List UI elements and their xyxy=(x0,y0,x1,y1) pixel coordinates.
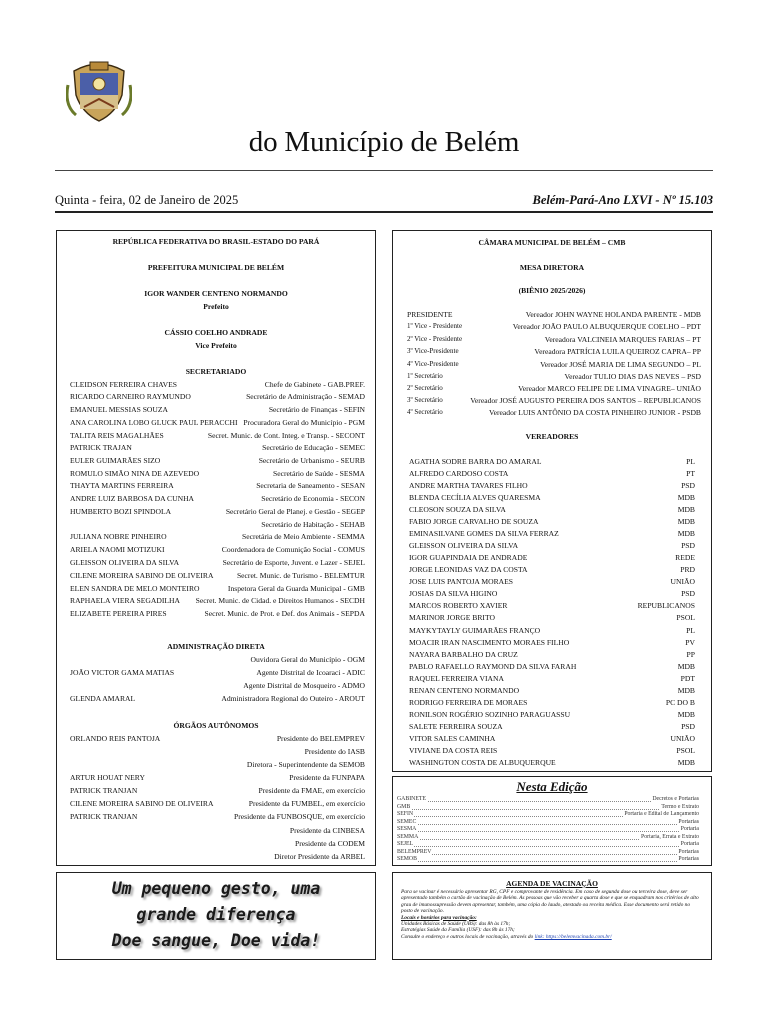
mesa-row xyxy=(407,335,701,346)
vereador-name: VITOR SALES CAMINHA xyxy=(409,734,496,743)
vereador-row xyxy=(409,493,695,505)
vereador-name: BLENDA CECÍLIA ALVES QUARESMA xyxy=(409,493,541,502)
autonomos-row xyxy=(70,747,365,758)
vereador-row xyxy=(409,710,695,722)
vereador-party: PSOL xyxy=(676,613,695,622)
adm-direta-row xyxy=(70,681,365,692)
vereador-name: AGATHA SODRE BARRA DO AMARAL xyxy=(409,457,542,466)
vereador-party: PL xyxy=(686,457,695,466)
vereador-row xyxy=(409,481,695,493)
person-role: Presidente da CINBESA xyxy=(289,826,365,835)
vereador-party: MDB xyxy=(677,686,695,695)
index-content: Portarias xyxy=(678,848,699,855)
mesa-role: PRESIDENTE xyxy=(407,310,453,319)
vereador-name: MARCOS ROBERTO XAVIER xyxy=(409,601,508,610)
leader-dots xyxy=(397,854,699,855)
vaccination-consult-text: Consulte o endereço e outros locais de vacinação, através do xyxy=(401,933,534,940)
secretariado-row xyxy=(70,532,365,543)
index-content: Portaria xyxy=(680,841,699,847)
vereador-name: JORGE LEONIDAS VAZ DA COSTA xyxy=(409,565,528,574)
mesa-row xyxy=(407,347,701,358)
vereador-row xyxy=(409,698,695,710)
person-role: Secretário de Administração - SEMAD xyxy=(246,392,365,401)
nesta-edicao-panel xyxy=(392,776,712,866)
prefeitura-heading: PREFEITURA MUNICIPAL DE BELÉM xyxy=(147,263,285,272)
mesa-member: Vereador JOSÉ MARIA DE LIMA SEGUNDO – PL xyxy=(540,360,701,369)
mesa-row xyxy=(407,408,701,419)
vereador-name: IGOR GUAPINDAIA DE ANDRADE xyxy=(409,553,528,562)
mesa-row xyxy=(407,396,701,407)
vereadores-heading: VEREADORES xyxy=(525,432,579,441)
person-name: THAYTA MARTINS FERREIRA xyxy=(70,481,174,490)
vereador-party: MDB xyxy=(677,758,695,767)
camara-panel xyxy=(392,230,712,772)
person-role: Ouvidora Geral do Município - OGM xyxy=(250,655,365,664)
leader-dots xyxy=(397,831,699,832)
mesa-role: 4º Secretário xyxy=(407,408,443,416)
vice-name: CÁSSIO COELHO ANDRADE xyxy=(164,328,268,337)
vaccination-usf-hours: Estratégias Saúde da Família (USF): das 8h às 17h; xyxy=(401,927,515,934)
mesa-member: Vereador TULIO DIAS DAS NEVES – PSD xyxy=(564,372,701,381)
person-role: Secretário de Finanças - SEFIN xyxy=(268,405,365,414)
index-content: Portaria xyxy=(680,826,699,832)
vereador-party: PSD xyxy=(681,589,695,598)
vereador-party: PP xyxy=(686,650,695,659)
secretariado-heading: SECRETARIADO xyxy=(185,367,247,376)
secretariado-row xyxy=(70,609,365,620)
vereador-party: MDB xyxy=(677,517,695,526)
person-role: Diretor Presidente da ARBEL xyxy=(274,852,365,861)
vereador-party: PSD xyxy=(681,541,695,550)
person-name: ANA CAROLINA LOBO GLUCK PAUL PERACCHI xyxy=(70,418,238,427)
person-role: Inspetora Geral da Guarda Municipal - GMB xyxy=(227,584,365,593)
vereador-name: RAQUEL FERREIRA VIANA xyxy=(409,674,504,683)
person-role: Secretário de Economia - SECON xyxy=(261,494,365,503)
secretariado-row xyxy=(70,571,365,582)
secretariado-row xyxy=(70,520,365,531)
person-name: ROMULO SIMÃO NINA DE AZEVEDO xyxy=(70,469,200,478)
mesa-row xyxy=(407,372,701,383)
vice-role: Vice Prefeito xyxy=(195,341,237,350)
secretariado-row xyxy=(70,418,365,429)
person-name: GLEISSON OLIVEIRA DA SILVA xyxy=(70,558,180,567)
secretariado-row xyxy=(70,507,365,518)
vereador-name: MARINOR JORGE BRITO xyxy=(409,613,495,622)
mayor-role: Prefeito xyxy=(203,302,229,311)
person-role: Secretaria de Saneamento - SESAN xyxy=(256,481,365,490)
vaccination-text xyxy=(401,889,703,940)
mesa-role: 4º Vice-Presidente xyxy=(407,360,459,368)
person-role: Presidente da FUMBEL, em exercício xyxy=(248,799,365,808)
mesa-member: Vereador JOHN WAYNE HOLANDA PARENTE - MDB xyxy=(525,310,701,319)
index-content: Portarias xyxy=(678,856,699,862)
vereador-party: UNIÃO xyxy=(670,734,695,743)
vereador-party: MDB xyxy=(677,710,695,719)
vereador-row xyxy=(409,686,695,698)
adm-direta-row xyxy=(70,694,365,705)
vereador-name: GLEISSON OLIVEIRA DA SILVA xyxy=(409,541,519,550)
person-name: TALITA REIS MAGALHÃES xyxy=(70,431,164,440)
adm-direta-heading: ADMINISTRAÇÃO DIRETA xyxy=(167,642,265,651)
vereador-party: PL xyxy=(686,626,695,635)
nesta-edicao-title: Nesta Edição xyxy=(516,779,588,794)
vereador-name: RENAN CENTENO NORMANDO xyxy=(409,686,520,695)
vereador-row xyxy=(409,650,695,662)
vereador-party: MDB xyxy=(677,529,695,538)
vaccination-link[interactable]: link: https://belemvacinada.com.br/ xyxy=(534,933,612,940)
person-role: Secret. Munic. de Prot. e Def. dos Animais - SEPDA xyxy=(204,609,365,618)
mesa-row xyxy=(407,360,701,371)
index-org: BELÉMPREV xyxy=(397,848,432,855)
vereador-name: CLEOSON SOUZA DA SILVA xyxy=(409,505,506,514)
person-role: Agente Distrital de Mosqueiro - ADMO xyxy=(243,681,365,690)
person-name: CILENE MOREIRA SABINO DE OLIVEIRA xyxy=(70,571,214,580)
mesa-role: 2º Vice - Presidente xyxy=(407,335,463,343)
index-org: SEJEL xyxy=(397,841,414,847)
index-content: Portaria, Errata e Extrato xyxy=(641,833,699,840)
bienio-heading: (BIÊNIO 2025/2026) xyxy=(518,286,586,295)
autonomos-row xyxy=(70,799,365,810)
publication-title: do Município de Belém xyxy=(248,126,520,158)
person-name: ARIELA NAOMI MOTIZUKI xyxy=(70,545,165,554)
vereador-name: VIVIANE DA COSTA REIS xyxy=(409,746,498,755)
vereador-party: PSD xyxy=(681,722,695,731)
leader-dots xyxy=(397,809,699,810)
vereador-name: PABLO RAFAELLO RAYMOND DA SILVA FARAH xyxy=(409,662,577,671)
mesa-heading: MESA DIRETORA xyxy=(519,263,585,272)
vereador-party: REDE xyxy=(675,553,695,562)
banner-line-3: Doe sangue, Doe vida! xyxy=(111,931,321,950)
secretariado-row xyxy=(70,456,365,467)
vereador-party: PC DO B xyxy=(665,698,695,707)
date-divider xyxy=(55,211,713,213)
person-name: EULER GUIMARÃES SIZO xyxy=(70,456,161,465)
index-content: Portarias xyxy=(678,818,699,825)
index-org: SEMOB xyxy=(397,856,417,862)
person-role: Secretário de Esporte, Juvent. e Lazer - SEJEL xyxy=(222,558,365,567)
person-name: PATRICK TRANJAN xyxy=(70,812,138,821)
vereador-name: ANDRE MARTHA TAVARES FILHO xyxy=(409,481,528,490)
index-org: SEMMA xyxy=(397,833,419,840)
vereador-party: PV xyxy=(685,638,695,647)
person-name: GLENDA AMARAL xyxy=(70,694,136,703)
person-role: Secretário de Habitação - SEHAB xyxy=(261,520,365,529)
leader-dots xyxy=(397,824,699,825)
index-org: GMB xyxy=(397,803,411,810)
person-role: Secret. Munic. de Cont. Integ. e Transp. - SECONT xyxy=(207,431,365,440)
person-role: Presidente do IASB xyxy=(304,747,365,756)
secretariado-row xyxy=(70,392,365,403)
vereador-row xyxy=(409,601,695,613)
mesa-row xyxy=(407,322,701,333)
autonomos-row xyxy=(70,826,365,837)
secretariado-row xyxy=(70,494,365,505)
mesa-member: Vereadora PATRÍCIA LUILA QUEIROZ CAPRA– PP xyxy=(534,347,701,356)
person-role: Secretário de Saúde - SESMA xyxy=(273,469,365,478)
vereador-name: FABIO JORGE CARVALHO DE SOUZA xyxy=(409,517,539,526)
vereador-name: RODRIGO FERREIRA DE MORAES xyxy=(409,698,528,707)
vereador-name: MOACIR IRAN NASCIMENTO MORAES FILHO xyxy=(409,638,570,647)
person-role: Procuradora Geral do Município - PGM xyxy=(243,418,365,427)
vereador-name: RONILSON ROGÉRIO SOZINHO PARAGUASSU xyxy=(409,710,571,719)
publication-date: Quinta - feira, 02 de Janeiro de 2025 xyxy=(55,193,239,207)
secretariado-row xyxy=(70,469,365,480)
vereador-row xyxy=(409,553,695,565)
person-name: ANDRE LUIZ BARBOSA DA CUNHA xyxy=(70,494,195,503)
secretariado-row xyxy=(70,405,365,416)
person-role: Presidente da CODEM xyxy=(294,839,365,848)
mesa-row xyxy=(407,310,701,321)
index-org: SESMA xyxy=(397,826,417,832)
person-role: Diretora - Superintendente da SEMOB xyxy=(246,760,365,769)
autonomos-row xyxy=(70,773,365,784)
vereador-party: UNIÃO xyxy=(670,577,695,586)
person-role: Secret. Munic. de Turismo - BELEMTUR xyxy=(236,571,365,580)
blood-donation-banner xyxy=(56,872,376,960)
person-name: PATRICK TRANJAN xyxy=(70,786,138,795)
vereador-row xyxy=(409,517,695,529)
secretariado-row xyxy=(70,481,365,492)
vereador-row xyxy=(409,722,695,734)
mayor-name: IGOR WANDER CENTENO NORMANDO xyxy=(144,289,288,298)
person-role: Secretário de Educação - SEMEC xyxy=(262,443,365,452)
vereador-name: JOSE LUIS PANTOJA MORAES xyxy=(409,577,514,586)
vereador-name: EMINASILVANE GOMES DA SILVA FERRAZ xyxy=(409,529,559,538)
vereador-name: NAYARA BARBALHO DA CRUZ xyxy=(409,650,518,659)
vereador-party: MDB xyxy=(677,505,695,514)
vaccination-title: AGENDA DE VACINAÇÃO xyxy=(506,879,598,888)
vereador-row xyxy=(409,638,695,650)
vereador-row xyxy=(409,505,695,517)
adm-direta-row xyxy=(70,668,365,679)
mesa-member: Vereador JOSÉ AUGUSTO PEREIRA DOS SANTOS – REPUBLICANOS xyxy=(470,396,701,405)
person-role: Presidente da FUNBOSQUE, em exercício xyxy=(234,812,365,821)
person-role: Presidente da FMAE, em exercício xyxy=(258,786,365,795)
vereador-row xyxy=(409,529,695,541)
index-content: Termo e Extrato xyxy=(661,803,699,810)
banner-line-1: Um pequeno gesto, uma xyxy=(111,879,321,898)
person-name: ARTUR HOUAT NERY xyxy=(70,773,145,782)
mesa-role: 3º Secretário xyxy=(407,396,443,404)
republic-heading: REPÚBLICA FEDERATIVA DO BRASIL-ESTADO DO PARÁ xyxy=(112,237,320,246)
vereador-row xyxy=(409,457,695,469)
person-role: Secret. Munic. de Cidad. e Direitos Humanos - SECDH xyxy=(195,596,365,605)
vaccination-locations-label: Locais e horários para vacinação: xyxy=(401,914,477,921)
vereador-row xyxy=(409,613,695,625)
secretariado-row xyxy=(70,431,365,442)
mesa-role: 2º Secretário xyxy=(407,384,443,392)
vereador-name: SALETE FERREIRA SOUZA xyxy=(409,722,503,731)
autonomos-row xyxy=(70,760,365,771)
mesa-member: Vereador JOÃO PAULO ALBUQUERQUE COELHO – PDT xyxy=(512,322,701,331)
vaccination-ubs-hours: Unidades Básicas de Saúde (UBS): das 8h às 17h; xyxy=(401,921,511,928)
person-name: JOÃO VICTOR GAMA MATIAS xyxy=(70,668,175,677)
secretariado-row xyxy=(70,596,365,607)
vereador-party: MDB xyxy=(677,493,695,502)
vereador-party: PRD xyxy=(680,565,695,574)
mesa-member: Vereador MARCO FELIPE DE LIMA VINAGRE– UNIÃO xyxy=(518,384,701,393)
vereador-row xyxy=(409,758,695,770)
person-name: CILENE MOREIRA SABINO DE OLIVEIRA xyxy=(70,799,214,808)
vereador-party: MDB xyxy=(677,662,695,671)
index-content: Decretos e Portarias xyxy=(652,796,699,802)
mesa-member: Vereadora VALCINEIA MARQUES FARIAS – PT xyxy=(544,335,701,344)
person-name: ELEN SANDRA DE MELO MONTEIRO xyxy=(70,584,200,593)
index-org: SEFIN xyxy=(397,811,414,817)
vereador-party: PSOL xyxy=(676,746,695,755)
person-role: Secretário Geral de Planej. e Gestão - SEGEP xyxy=(225,507,365,516)
autonomos-row xyxy=(70,786,365,797)
person-role: Administradora Regional do Outeiro - AROUT xyxy=(221,694,365,703)
person-name: RICARDO CARNEIRO RAYMUNDO xyxy=(70,392,191,401)
secretariado-row xyxy=(70,558,365,569)
mesa-role: 1º Secretário xyxy=(407,372,443,380)
vaccination-body: Para se vacinar é necessário apresentar RG, CPF e comprovante de residência. Em caso de segunda dose ou terceira dose, deve ser apresentado também o cartão de vacinação de Belém. As pessoas que vão receber a quarta dose e que se enquadram nos critérios de alto grau de imunossupressão devem apresentar, também, uma cópia do laudo, atestado ou receita médica. Esse documento será retido no posto de vacinação. xyxy=(401,889,699,915)
person-name: CLEIDSON FERREIRA CHAVES xyxy=(70,380,178,389)
person-role: Presidente do BELEMPREV xyxy=(276,734,365,743)
person-role: Secretário de Urbanismo - SEURB xyxy=(258,456,365,465)
autonomos-row xyxy=(70,812,365,823)
vaccination-agenda-panel xyxy=(392,872,712,960)
vereador-row xyxy=(409,746,695,758)
autonomos-row xyxy=(70,852,365,863)
vereador-name: WASHINGTON COSTA DE ALBUQUERQUE xyxy=(409,758,556,767)
vereador-party: PT xyxy=(686,469,695,478)
vereador-row xyxy=(409,734,695,746)
person-role: Secretária de Meio Ambiente - SEMMA xyxy=(242,532,365,541)
vaccination-consult-line xyxy=(401,934,703,940)
index-org: GABINETE xyxy=(397,796,426,802)
person-name: HUMBERTO BOZI SPINDOLA xyxy=(70,507,172,516)
vereador-row xyxy=(409,589,695,601)
secretariado-row xyxy=(70,545,365,556)
leader-dots xyxy=(397,846,699,847)
person-name: JULIANA NOBRE PINHEIRO xyxy=(70,532,167,541)
person-name: ELIZABETE PEREIRA PIRES xyxy=(70,609,167,618)
vereador-row xyxy=(409,469,695,481)
person-role: Chefe de Gabinete - GAB.PREF. xyxy=(264,380,365,389)
vereador-name: ALFREDO CARDOSO COSTA xyxy=(409,469,509,478)
vereador-party: REPUBLICANOS xyxy=(637,601,695,610)
person-name: RAPHAELA VIERA SEGADILHA xyxy=(70,596,180,605)
mesa-member: Vereador LUIS ANTÔNIO DA COSTA PINHEIRO JUNIOR - PSDB xyxy=(488,408,701,417)
vereador-name: MAYKYTAYLY GUIMARÃES FRANÇO xyxy=(409,626,541,635)
person-name: PATRICK TRAJAN xyxy=(70,443,132,452)
person-name: ORLANDO REIS PANTOJA xyxy=(70,734,161,743)
adm-direta-row xyxy=(70,655,365,666)
person-role: Presidente da FUNPAPA xyxy=(289,773,365,782)
secretariado-row xyxy=(70,443,365,454)
camara-heading: CÂMARA MUNICIPAL DE BELÉM – CMB xyxy=(478,238,626,247)
autonomos-row xyxy=(70,734,365,745)
autonomos-heading: ÓRGÃOS AUTÔNOMOS xyxy=(173,721,259,730)
vereador-name: JOSIAS DA SILVA HIGINO xyxy=(409,589,498,598)
vereador-row xyxy=(409,541,695,553)
belem-coat-of-arms-icon xyxy=(66,55,132,125)
vereador-row xyxy=(409,662,695,674)
mesa-role: 1º Vice - Presidente xyxy=(407,322,463,330)
index-content: Portaria e Edital de Lançamento xyxy=(624,811,699,817)
vereador-row xyxy=(409,674,695,686)
vereador-party: PDT xyxy=(680,674,695,683)
mesa-role: 3º Vice-Presidente xyxy=(407,347,459,355)
vereador-row xyxy=(409,626,695,638)
edition-index-row[interactable] xyxy=(397,856,699,866)
person-role: Agente Distrital de Icoaraci - ADIC xyxy=(256,668,365,677)
prefeitura-panel xyxy=(56,230,376,866)
edition-number: Belém-Pará-Ano LXVI - Nº 15.103 xyxy=(532,193,713,207)
header-divider xyxy=(55,170,713,171)
banner-line-2: grande diferença xyxy=(136,905,296,924)
index-org: SEMEC xyxy=(397,818,417,825)
autonomos-row xyxy=(70,839,365,850)
secretariado-row xyxy=(70,380,365,391)
person-name: EMANUEL MESSIAS SOUZA xyxy=(70,405,169,414)
vereador-party: PSD xyxy=(681,481,695,490)
mesa-row xyxy=(407,384,701,395)
leader-dots xyxy=(397,861,699,862)
person-role: Coordenadora de Comunição Social - COMUS xyxy=(221,545,365,554)
vereador-row xyxy=(409,565,695,577)
secretariado-row xyxy=(70,584,365,595)
vereador-row xyxy=(409,577,695,589)
